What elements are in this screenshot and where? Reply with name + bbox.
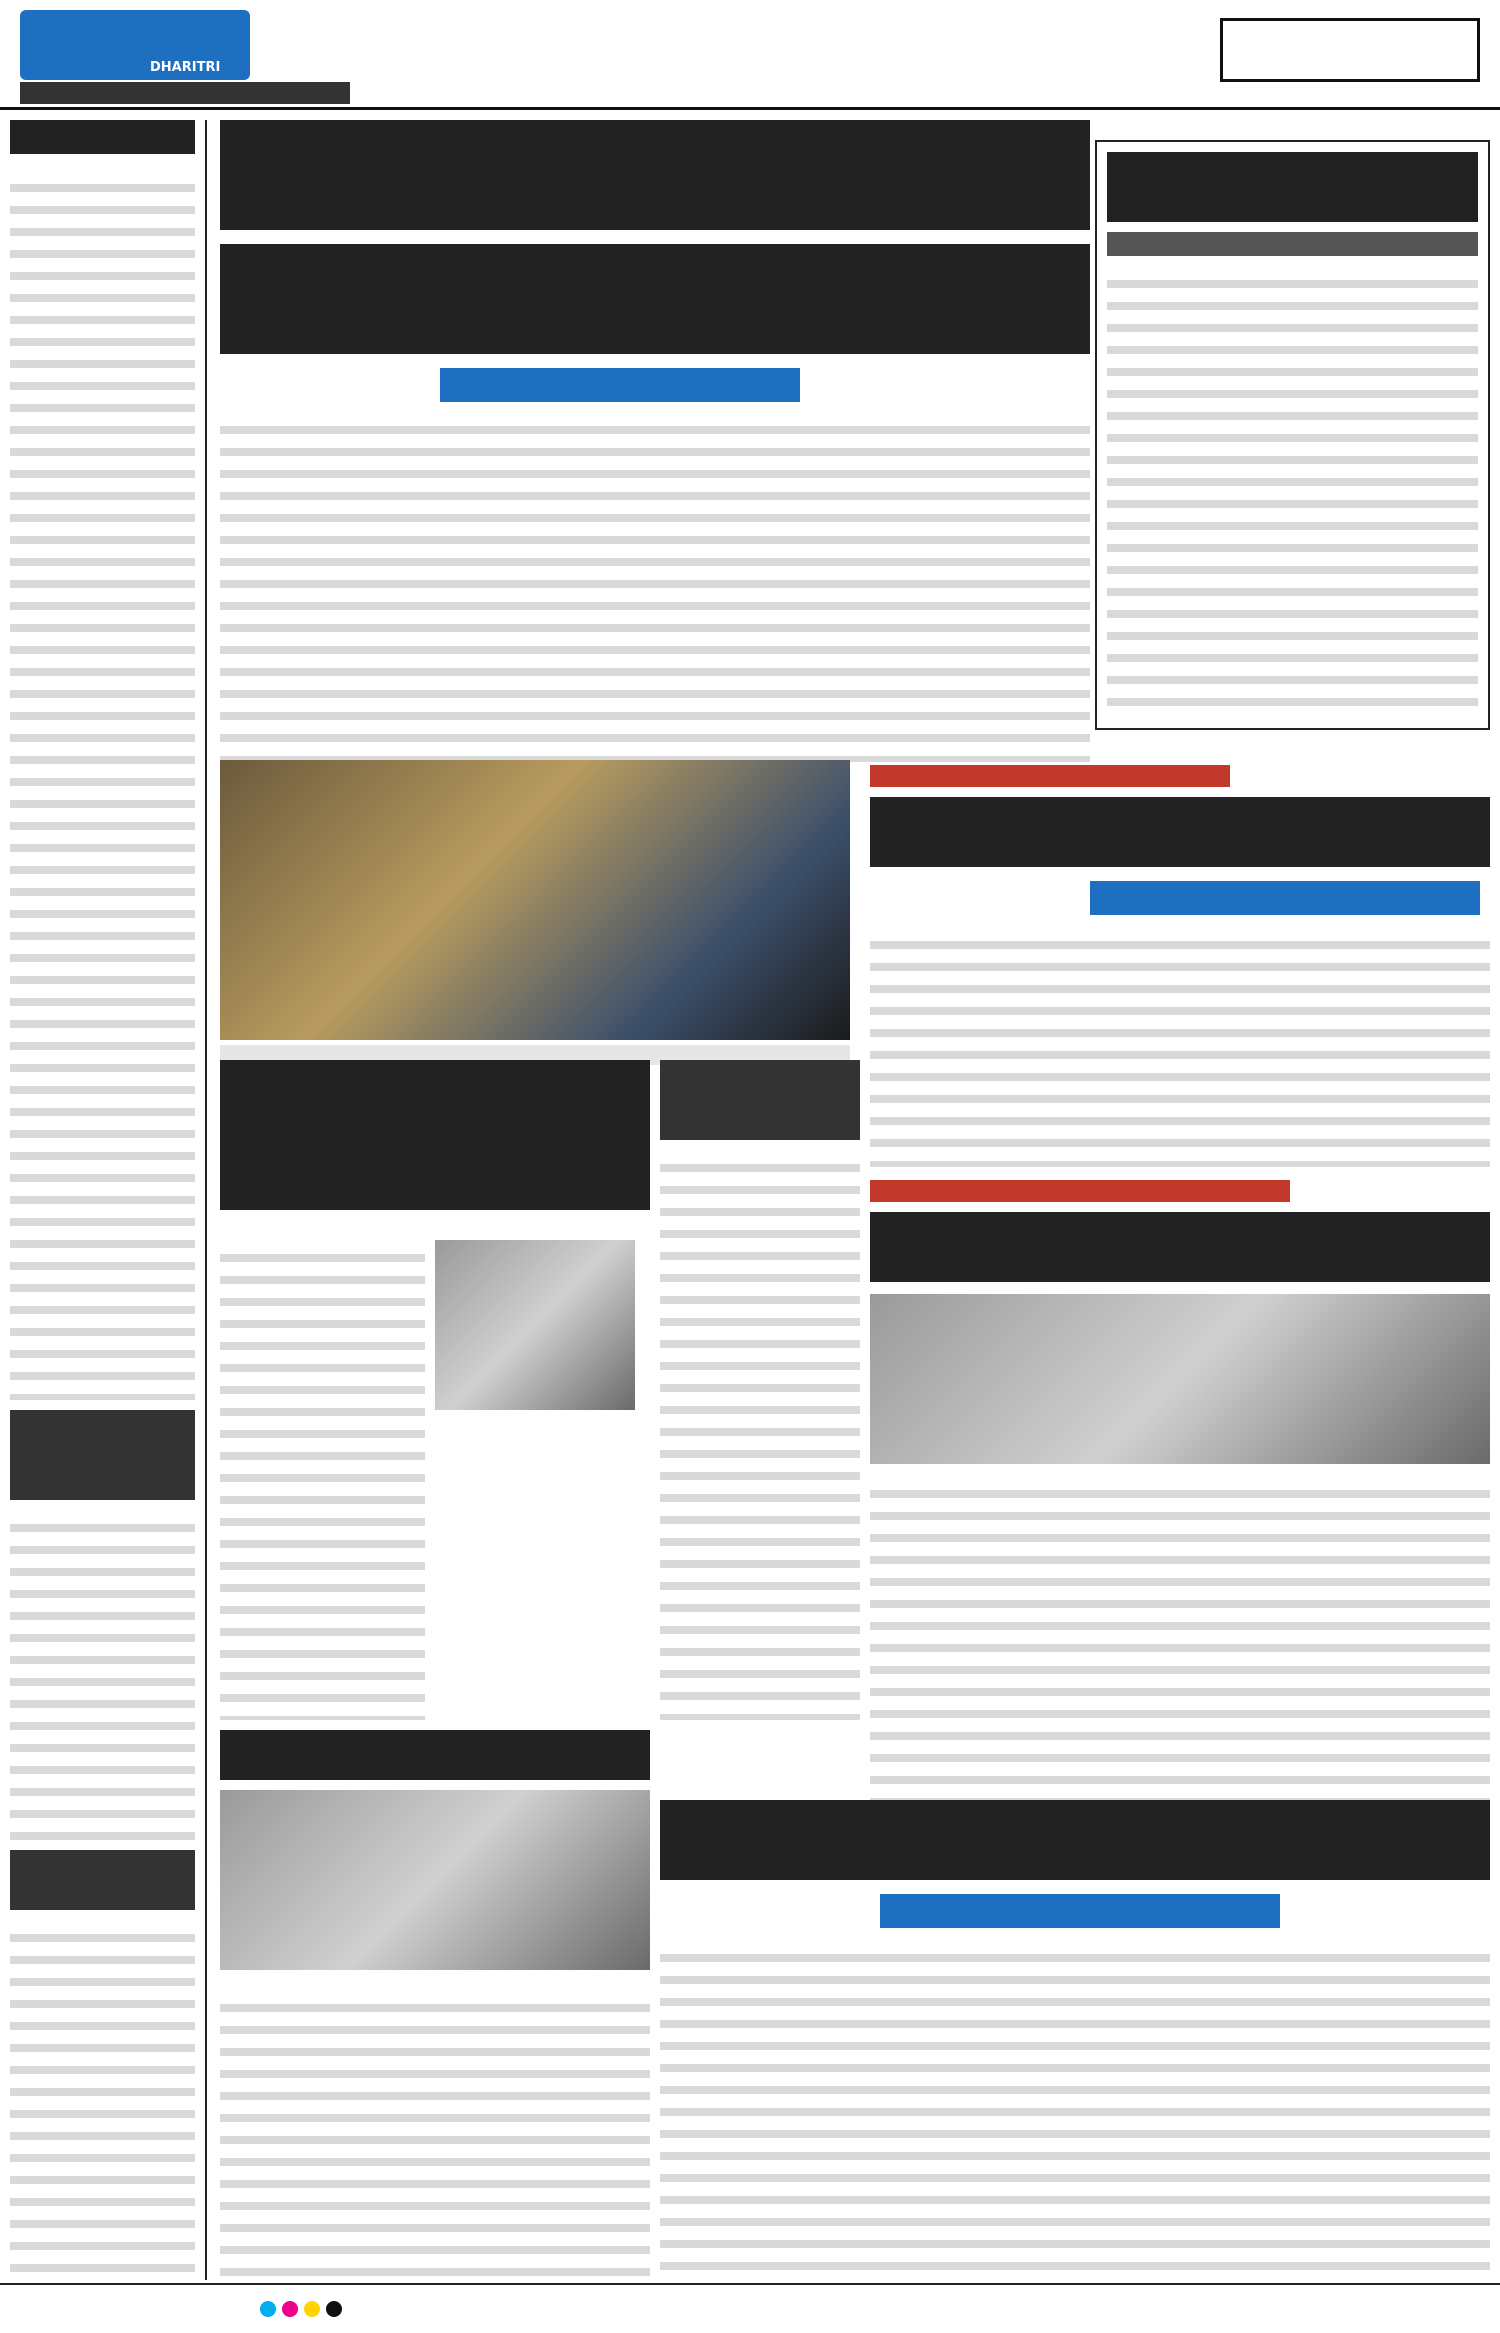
brief-column-text — [10, 170, 195, 1400]
black-dot-icon — [326, 2301, 342, 2317]
brief-column-title — [10, 120, 195, 154]
mid-kicker — [870, 765, 1230, 787]
dateline — [20, 82, 350, 104]
right-headline — [1107, 152, 1478, 222]
lower-right-story — [870, 1180, 1490, 1856]
mid-headline — [870, 797, 1490, 867]
lead-headline-line2 — [220, 244, 1090, 354]
logo-latin-text: DHARITRI — [150, 60, 221, 75]
magenta-dot-icon — [282, 2301, 298, 2317]
column-rule — [205, 120, 207, 2280]
lower-right-text — [870, 1476, 1490, 1856]
lower-right-kicker — [870, 1180, 1290, 1202]
bottom-story-text — [660, 1940, 1490, 2270]
left-story3-headline — [10, 1850, 195, 1910]
right-subhead — [1107, 232, 1478, 256]
right-story — [1095, 140, 1490, 730]
mid-story-text — [870, 927, 1490, 1167]
lower-right-headline — [870, 1212, 1490, 1282]
bottom-story — [660, 1800, 1490, 2270]
stage-performance-photo — [220, 760, 850, 1040]
cyan-dot-icon — [260, 2301, 276, 2317]
middle-story-text — [220, 1240, 425, 1720]
portrait-photo — [435, 1240, 635, 1410]
bottom-headline — [660, 1800, 1490, 1880]
right-story-text — [1107, 266, 1478, 716]
left-story3-text — [10, 1920, 195, 2280]
left-story2-text — [10, 1510, 195, 1840]
middle-story-headline — [220, 1060, 650, 1210]
middle-story2-headline — [660, 1060, 860, 1140]
lead-headline — [220, 120, 1090, 230]
middle-story3-text — [220, 1990, 650, 2280]
print-registration-bar — [0, 2283, 1500, 2333]
road-blockade-photo — [220, 1790, 650, 1970]
section-page-tag — [1220, 18, 1480, 82]
middle-story3-headline — [220, 1730, 650, 1780]
yellow-dot-icon — [304, 2301, 320, 2317]
lead-story-text — [220, 412, 1090, 762]
bottom-banner — [880, 1894, 1280, 1928]
masthead — [0, 0, 1500, 110]
lead-kicker-banner — [440, 368, 800, 402]
group-photo — [870, 1294, 1490, 1464]
mid-story — [870, 765, 1490, 1167]
lead-story — [220, 120, 1090, 762]
left-story2-headline — [10, 1410, 195, 1500]
middle-story2-text — [660, 1150, 860, 1720]
mid-sub-banner — [1090, 881, 1480, 915]
